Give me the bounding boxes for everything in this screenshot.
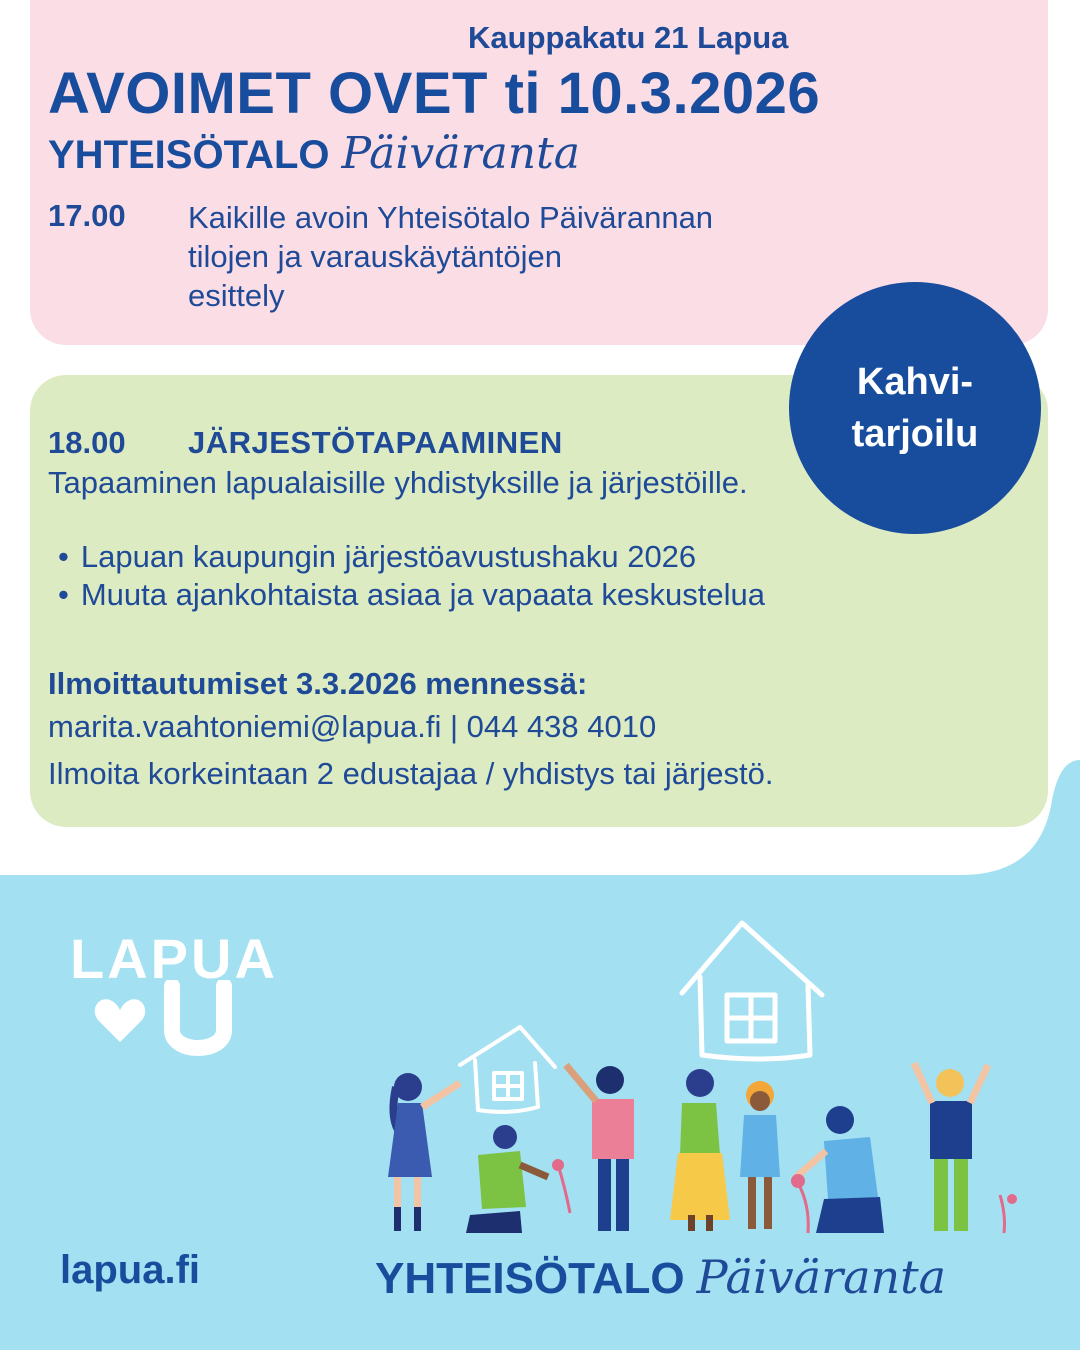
badge-line: tarjoilu — [851, 413, 979, 455]
session2-title: JÄRJESTÖTAPAAMINEN — [188, 425, 563, 460]
child-figure-4 — [670, 1069, 730, 1231]
registration-contact[interactable]: marita.vaahtoniemi@lapua.fi | 044 438 4010 — [48, 709, 657, 744]
child-figure-7 — [914, 1063, 1017, 1233]
session2-bullet-list — [58, 538, 765, 614]
venue-title-script: Päiväranta — [341, 128, 581, 179]
session2-intro: Tapaaminen lapualaisille yhdistyksille ja järjestöille. — [48, 465, 748, 500]
registration-note: Ilmoita korkeintaan 2 edustajaa / yhdistys tai järjestö. — [48, 756, 774, 791]
session2-time: 18.00 — [48, 425, 126, 460]
lapua-heart-u-icon — [92, 980, 242, 1065]
footer-brand-script: Päiväranta — [696, 1250, 947, 1304]
address: Kauppakatu 21 Lapua — [468, 20, 789, 55]
session1-line: Kaikille avoin Yhteisötalo Päivärannan — [188, 200, 714, 235]
session1-line: esittely — [188, 278, 285, 313]
child-figure-5 — [740, 1081, 780, 1229]
community-illustration — [370, 915, 1030, 1245]
session1-time: 17.00 — [48, 198, 126, 233]
registration-title: Ilmoittautumiset 3.3.2026 mennessä: — [48, 666, 588, 701]
small-house-icon — [460, 1027, 555, 1112]
website-link[interactable]: lapua.fi — [60, 1248, 201, 1292]
session1-description — [188, 198, 878, 315]
venue-title — [48, 128, 580, 179]
lapua-logo-text: LAPUA — [70, 927, 278, 990]
child-figure-2 — [466, 1125, 570, 1233]
footer-brand — [375, 1250, 946, 1304]
badge-line: Kahvi- — [856, 361, 974, 403]
bullet-item: • Muuta ajankohtaista asiaa ja vapaata keskustelua — [58, 576, 765, 614]
large-house-icon — [682, 923, 822, 1059]
event-headline: AVOIMET OVET ti 10.3.2026 — [48, 61, 821, 126]
child-figure-1 — [388, 1073, 460, 1231]
child-figure-3 — [566, 1065, 634, 1231]
venue-title-bold: YHTEISÖTALO — [48, 133, 330, 177]
child-figure-6 — [791, 1106, 884, 1233]
coffee-badge — [789, 282, 1041, 534]
session1-line: tilojen ja varauskäytäntöjen — [188, 239, 562, 274]
bullet-item: • Lapuan kaupungin järjestöavustushaku 2026 — [58, 538, 765, 576]
footer-brand-bold: YHTEISÖTALO — [375, 1254, 685, 1303]
